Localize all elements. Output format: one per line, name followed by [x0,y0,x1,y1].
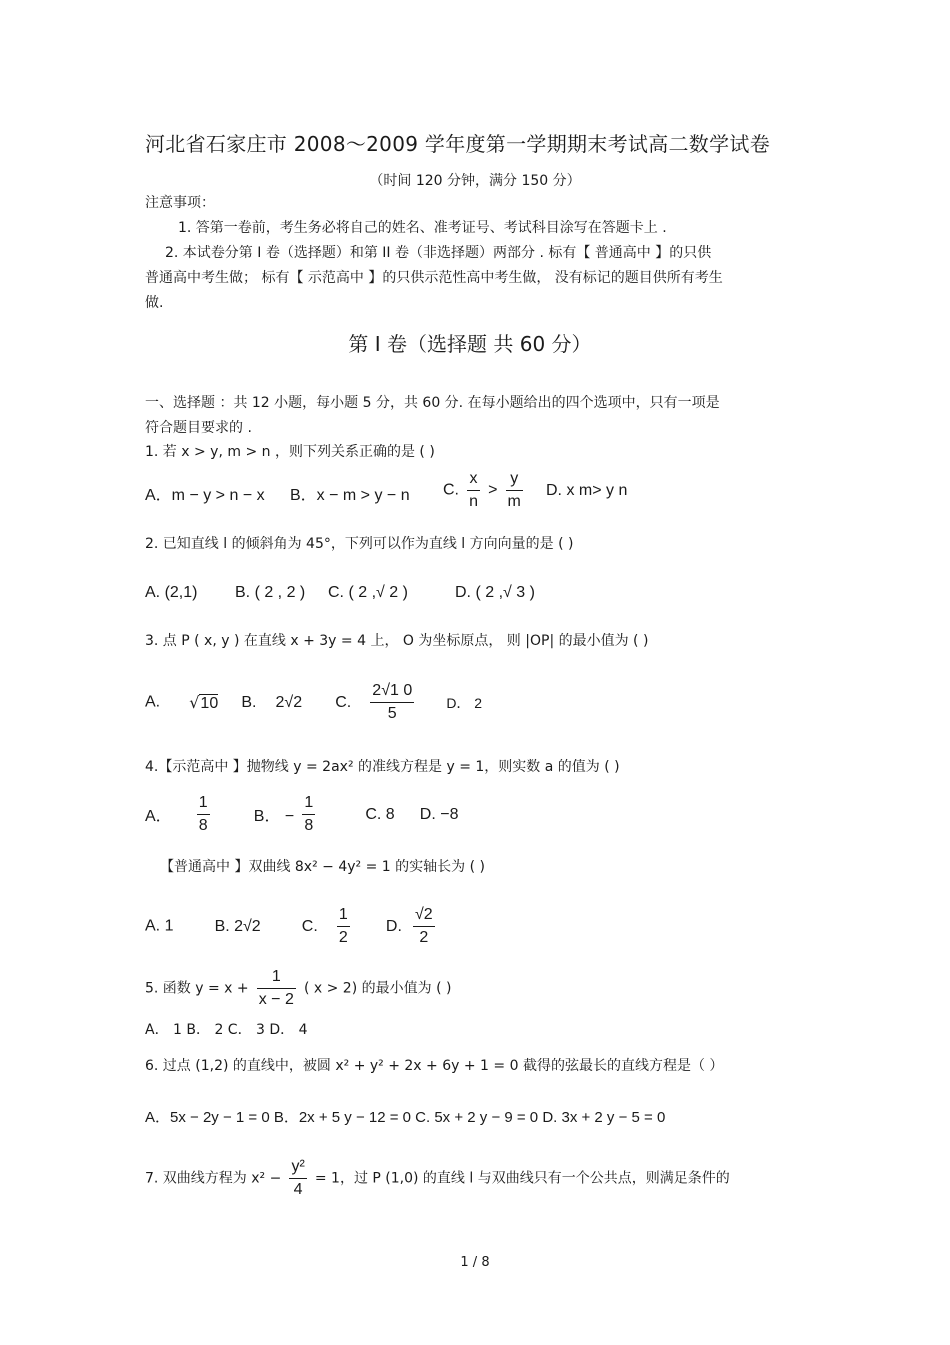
q4-stem: 4.【示范高中 】抛物线 y = 2ax² 的准线方程是 y = 1，则实数 a 的值为 ( ) [145,759,620,775]
q4-sub-option-d-frac [413,904,435,949]
frac-denominator: 8 [198,817,208,834]
exam-title: 河北省石家庄市 2008～2009 学年度第一学期期末考试高二数学试卷 [145,132,771,156]
q2-option-d: D. ( 2 ,√ 3 ) [455,584,535,601]
q7-stem [145,1156,730,1201]
q2-stem: 2. 已知直线 l 的倾斜角为 45°，下列可以作为直线 l 方向向量的是 ( ) [145,536,574,552]
q4-option-a-frac [197,792,210,837]
q4-option-b-frac [302,792,315,837]
frac-denominator: 4 [293,1181,303,1198]
notice-item-2-line-2: 普通高中考生做； 标有【 示范高中 】的只供示范性高中考生做， 没有标记的题目供所有考生 [145,270,723,286]
q4-sub-options [145,904,438,949]
notice-item-2-line-1: 2. 本试卷分第 I 卷（选择题）和第 II 卷（非选择题）两部分 . 标有【 普通高中 】的只供 [165,245,712,261]
q1-option-a: A．m − y > n − x [145,487,265,504]
q4-sub-option-c-frac [337,904,350,949]
radical-sign: √ [189,692,200,712]
q3-option-d: D． 2 [446,694,483,711]
part1-intro-line-1: 一、选择题 ：共 12 小题，每小题 5 分，共 60 分. 在每小题给出的四个选项中，只有一项是 [145,395,720,411]
frac-denominator: 2 [338,929,348,946]
q2-option-a: A. (2,1) [145,584,198,601]
q4-sub-option-d-label: D. [385,917,402,935]
radicand: 10 [200,694,219,712]
frac-numerator: 1 [257,966,296,989]
q5-stem [145,966,451,1011]
frac-numerator: 2√1 0 [370,680,414,703]
q3-option-b: 2√2 [275,693,303,711]
notice-item-2-line-3: 做. [145,295,164,311]
q3-option-c-label: C. [335,693,352,711]
frac-numerator: √2 [413,904,435,927]
frac-denominator: x − 2 [258,991,294,1008]
q3-option-a [189,692,219,712]
q4-option-d: D. −8 [419,805,459,823]
frac-denominator: 5 [387,705,397,722]
q1-option-c [443,468,526,513]
q3-option-b-label: B. [241,693,257,711]
q6-stem: 6. 过点 (1,2) 的直线中，被圆 x² + y² + 2x + 6y + 1 = 0 截得的弦最长的直线方程是（ ） [145,1058,724,1074]
q4-option-b-label: B． − [253,808,295,825]
q4-options [145,792,458,837]
q1-option-c-label: C. [443,481,459,499]
q5-stem-pre: 5. 函数 y = x + [145,980,249,997]
notice-heading: 注意事项： [145,195,215,211]
q1-c-frac-2 [506,468,523,513]
q3-option-a-label: A. [145,693,161,711]
q4-sub-option-c-label: C. [301,917,318,935]
page-number: 1 / 8 [460,1255,490,1270]
q3-options [145,680,482,725]
q4-sub-option-b: B. 2√2 [214,917,261,935]
q2-option-b: B. ( 2 , 2 ) [235,584,306,601]
q7-stem-post: = 1，过 P (1,0) 的直线 l 与双曲线只有一个公共点，则满足条件的 [314,1170,730,1187]
q5-frac [257,966,296,1011]
section-title: 第 I 卷（选择题 共 60 分） [348,332,592,356]
notice-item-1: 1. 答第一卷前，考生务必将自己的姓名、准考证号、考试科目涂写在答题卡上 . [178,220,667,236]
exam-subtitle: （时间 120 分钟，满分 150 分） [369,173,581,189]
q5-stem-post: ( x > 2) 的最小值为 ( ) [303,980,452,997]
q4-option-a-label: A． [145,808,172,825]
q6-options: A．5x − 2y − 1 = 0 B．2x + 5 y − 12 = 0 C. 5x + 2 y − 9 = 0 D. 3x + 2 y − 5 = 0 [145,1109,666,1126]
frac-numerator: x [467,468,480,491]
q2-option-c: C. ( 2 ,√ 2 ) [328,584,408,601]
comparison-sign: > [488,481,498,499]
q1-option-b: B．x − m > y − n [290,487,410,504]
q1-option-d: D. x m> y n [546,482,628,499]
q4-sub-stem: 【普通高中 】双曲线 8x² − 4y² = 1 的实轴长为 ( ) [160,859,485,875]
q7-frac [289,1156,306,1201]
q3-option-c-frac [370,680,414,725]
frac-numerator: y [506,468,523,491]
q3-stem: 3. 点 P ( x, y ) 在直线 x + 3y = 4 上， O 为坐标原点， 则 |OP| 的最小值为 ( ) [145,633,649,649]
frac-numerator: 1 [197,792,210,815]
q1-stem: 1. 若 x > y, m > n ，则下列关系正确的是 ( ) [145,444,435,460]
frac-denominator: 8 [304,817,314,834]
q4-sub-option-a: A. 1 [145,917,174,935]
part1-intro-line-2: 符合题目要求的 . [145,420,252,436]
q4-option-c: C. 8 [365,805,395,823]
q1-c-frac-1 [467,468,480,513]
frac-numerator: 1 [337,904,350,927]
frac-numerator: 1 [302,792,315,815]
q7-stem-pre: 7. 双曲线方程为 x² − [145,1170,282,1187]
frac-denominator: 2 [419,929,429,946]
frac-denominator: m [507,493,521,510]
frac-numerator: y² [289,1156,306,1179]
q5-options: A． 1 B． 2 C． 3 D． 4 [145,1022,308,1038]
frac-denominator: n [469,493,478,510]
